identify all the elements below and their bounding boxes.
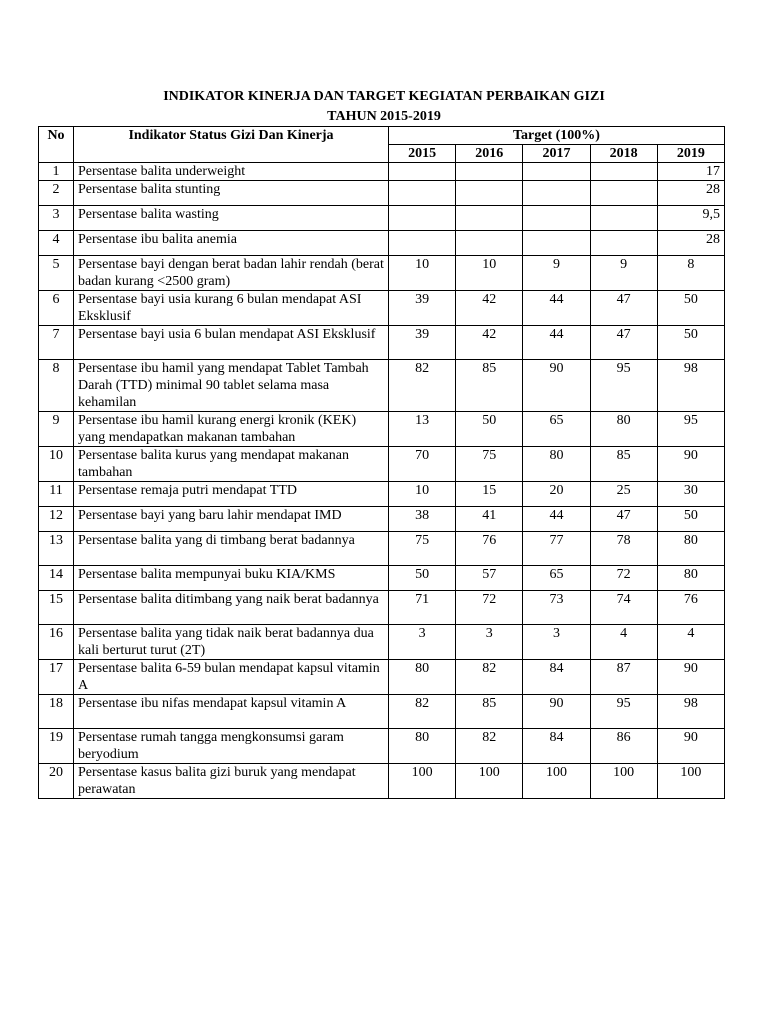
header-target: Target (100%) (389, 127, 725, 145)
indicator-cell: Persentase balita mempunyai buku KIA/KMS (74, 566, 389, 591)
row-number: 5 (39, 256, 74, 291)
table-row (39, 412, 725, 447)
target-value-cell: 82 (389, 360, 456, 412)
header-indicator: Indikator Status Gizi Dan Kinerja (74, 127, 389, 163)
target-value-cell: 50 (657, 507, 724, 532)
target-value-cell: 85 (456, 695, 523, 729)
target-value-cell: 20 (523, 482, 590, 507)
target-value-cell: 47 (590, 291, 657, 326)
table-row (39, 532, 725, 566)
header-year: 2015 (389, 145, 456, 163)
row-number: 1 (39, 163, 74, 181)
target-value-cell: 85 (456, 360, 523, 412)
target-value-cell (523, 163, 590, 181)
target-value-cell: 100 (389, 764, 456, 799)
row-number: 6 (39, 291, 74, 326)
row-number: 15 (39, 591, 74, 625)
target-value-cell: 80 (590, 412, 657, 447)
row-number: 7 (39, 326, 74, 360)
target-value-cell: 77 (523, 532, 590, 566)
target-value-cell (456, 181, 523, 206)
indicator-cell: Persentase ibu balita anemia (74, 231, 389, 256)
target-value-cell: 3 (456, 625, 523, 660)
target-value-cell: 90 (657, 447, 724, 482)
indicator-cell: Persentase balita yang tidak naik berat badannya dua kali berturut turut (2T) (74, 625, 389, 660)
table-row (39, 591, 725, 625)
indicator-cell: Persentase ibu hamil kurang energi kronik (KEK) yang mendapatkan makanan tambahan (74, 412, 389, 447)
target-value-cell: 44 (523, 326, 590, 360)
row-number: 12 (39, 507, 74, 532)
indicator-cell: Persentase rumah tangga mengkonsumsi garam beryodium (74, 729, 389, 764)
indicator-cell: Persentase balita ditimbang yang naik berat badannya (74, 591, 389, 625)
target-value-cell: 90 (657, 729, 724, 764)
target-value-cell: 42 (456, 326, 523, 360)
target-value-cell: 71 (389, 591, 456, 625)
target-value-cell: 4 (590, 625, 657, 660)
indicator-cell: Persentase balita wasting (74, 206, 389, 231)
table-row (39, 447, 725, 482)
table-row (39, 181, 725, 206)
table-row (39, 360, 725, 412)
target-value-cell: 98 (657, 360, 724, 412)
header-year: 2019 (657, 145, 724, 163)
target-value-cell: 50 (657, 291, 724, 326)
row-number: 8 (39, 360, 74, 412)
table-row (39, 507, 725, 532)
target-value-cell: 82 (456, 660, 523, 695)
header-no: No (39, 127, 74, 163)
table-row (39, 566, 725, 591)
target-value-cell: 84 (523, 729, 590, 764)
table-row (39, 206, 725, 231)
target-value-cell: 9,5 (657, 206, 724, 231)
target-value-cell: 44 (523, 291, 590, 326)
target-value-cell: 75 (389, 532, 456, 566)
target-value-cell: 74 (590, 591, 657, 625)
target-value-cell (523, 181, 590, 206)
indicator-cell: Persentase remaja putri mendapat TTD (74, 482, 389, 507)
header-year: 2018 (590, 145, 657, 163)
target-value-cell (523, 231, 590, 256)
row-number: 16 (39, 625, 74, 660)
target-value-cell: 50 (389, 566, 456, 591)
indicator-cell: Persentase ibu hamil yang mendapat Tablet Tambah Darah (TTD) minimal 90 tablet selama masa kehamilan (74, 360, 389, 412)
table-row (39, 231, 725, 256)
target-value-cell: 100 (523, 764, 590, 799)
target-value-cell (389, 206, 456, 231)
target-value-cell: 50 (456, 412, 523, 447)
indicator-cell: Persentase bayi dengan berat badan lahir rendah (berat badan kurang <2500 gram) (74, 256, 389, 291)
target-value-cell: 72 (456, 591, 523, 625)
target-value-cell: 80 (657, 532, 724, 566)
target-value-cell: 100 (657, 764, 724, 799)
target-value-cell: 100 (590, 764, 657, 799)
target-value-cell: 9 (590, 256, 657, 291)
target-value-cell: 90 (523, 360, 590, 412)
row-number: 9 (39, 412, 74, 447)
target-value-cell (389, 181, 456, 206)
target-value-cell: 28 (657, 181, 724, 206)
indicator-cell: Persentase bayi usia 6 bulan mendapat ASI Eksklusif (74, 326, 389, 360)
target-value-cell (389, 163, 456, 181)
indicator-cell: Persentase kasus balita gizi buruk yang mendapat perawatan (74, 764, 389, 799)
target-value-cell: 80 (523, 447, 590, 482)
target-value-cell (590, 163, 657, 181)
target-value-cell: 4 (657, 625, 724, 660)
target-value-cell: 80 (657, 566, 724, 591)
target-value-cell (523, 206, 590, 231)
row-number: 18 (39, 695, 74, 729)
row-number: 11 (39, 482, 74, 507)
target-value-cell: 90 (523, 695, 590, 729)
target-value-cell: 10 (389, 256, 456, 291)
target-value-cell: 47 (590, 507, 657, 532)
target-value-cell: 57 (456, 566, 523, 591)
target-value-cell (456, 231, 523, 256)
indicator-cell: Persentase balita yang di timbang berat badannya (74, 532, 389, 566)
table-row (39, 256, 725, 291)
target-value-cell: 100 (456, 764, 523, 799)
target-value-cell: 98 (657, 695, 724, 729)
target-value-cell: 85 (590, 447, 657, 482)
target-value-cell: 82 (456, 729, 523, 764)
indicator-cell: Persentase balita underweight (74, 163, 389, 181)
header-year: 2017 (523, 145, 590, 163)
target-value-cell: 76 (657, 591, 724, 625)
indicator-table (38, 126, 725, 799)
target-value-cell (590, 206, 657, 231)
target-value-cell: 10 (456, 256, 523, 291)
target-value-cell: 95 (657, 412, 724, 447)
row-number: 13 (39, 532, 74, 566)
target-value-cell: 73 (523, 591, 590, 625)
target-value-cell: 70 (389, 447, 456, 482)
row-number: 4 (39, 231, 74, 256)
indicator-cell: Persentase balita 6-59 bulan mendapat kapsul vitamin A (74, 660, 389, 695)
target-value-cell: 84 (523, 660, 590, 695)
target-value-cell: 30 (657, 482, 724, 507)
target-value-cell: 87 (590, 660, 657, 695)
row-number: 20 (39, 764, 74, 799)
target-value-cell: 25 (590, 482, 657, 507)
target-value-cell: 47 (590, 326, 657, 360)
indicator-cell: Persentase ibu nifas mendapat kapsul vitamin A (74, 695, 389, 729)
row-number: 14 (39, 566, 74, 591)
target-value-cell: 10 (389, 482, 456, 507)
target-value-cell (456, 163, 523, 181)
target-value-cell: 15 (456, 482, 523, 507)
target-value-cell: 78 (590, 532, 657, 566)
target-value-cell: 86 (590, 729, 657, 764)
target-value-cell: 44 (523, 507, 590, 532)
target-value-cell (590, 231, 657, 256)
target-value-cell (389, 231, 456, 256)
target-value-cell: 38 (389, 507, 456, 532)
target-value-cell: 80 (389, 660, 456, 695)
document-subtitle: TAHUN 2015-2019 (327, 109, 441, 124)
target-value-cell: 28 (657, 231, 724, 256)
table-row (39, 291, 725, 326)
target-value-cell: 3 (389, 625, 456, 660)
indicator-cell: Persentase balita stunting (74, 181, 389, 206)
target-value-cell: 9 (523, 256, 590, 291)
table-row (39, 729, 725, 764)
target-value-cell: 3 (523, 625, 590, 660)
target-value-cell: 95 (590, 695, 657, 729)
target-value-cell: 76 (456, 532, 523, 566)
target-value-cell (590, 181, 657, 206)
table-row (39, 326, 725, 360)
table-row (39, 163, 725, 181)
target-value-cell: 42 (456, 291, 523, 326)
target-value-cell: 13 (389, 412, 456, 447)
target-value-cell: 65 (523, 566, 590, 591)
row-number: 2 (39, 181, 74, 206)
target-value-cell: 80 (389, 729, 456, 764)
row-number: 19 (39, 729, 74, 764)
target-value-cell: 75 (456, 447, 523, 482)
indicator-cell: Persentase bayi yang baru lahir mendapat IMD (74, 507, 389, 532)
row-number: 17 (39, 660, 74, 695)
table-row (39, 482, 725, 507)
table-row (39, 660, 725, 695)
table-row (39, 695, 725, 729)
row-number: 3 (39, 206, 74, 231)
table-row (39, 625, 725, 660)
target-value-cell: 39 (389, 326, 456, 360)
document-title: INDIKATOR KINERJA DAN TARGET KEGIATAN PERBAIKAN GIZI (163, 89, 605, 104)
indicator-cell: Persentase bayi usia kurang 6 bulan mendapat ASI Eksklusif (74, 291, 389, 326)
target-value-cell (456, 206, 523, 231)
target-value-cell: 39 (389, 291, 456, 326)
row-number: 10 (39, 447, 74, 482)
indicator-cell: Persentase balita kurus yang mendapat makanan tambahan (74, 447, 389, 482)
target-value-cell: 95 (590, 360, 657, 412)
target-value-cell: 82 (389, 695, 456, 729)
target-value-cell: 41 (456, 507, 523, 532)
table-row (39, 764, 725, 799)
target-value-cell: 72 (590, 566, 657, 591)
target-value-cell: 17 (657, 163, 724, 181)
target-value-cell: 65 (523, 412, 590, 447)
target-value-cell: 90 (657, 660, 724, 695)
header-year: 2016 (456, 145, 523, 163)
target-value-cell: 8 (657, 256, 724, 291)
target-value-cell: 50 (657, 326, 724, 360)
